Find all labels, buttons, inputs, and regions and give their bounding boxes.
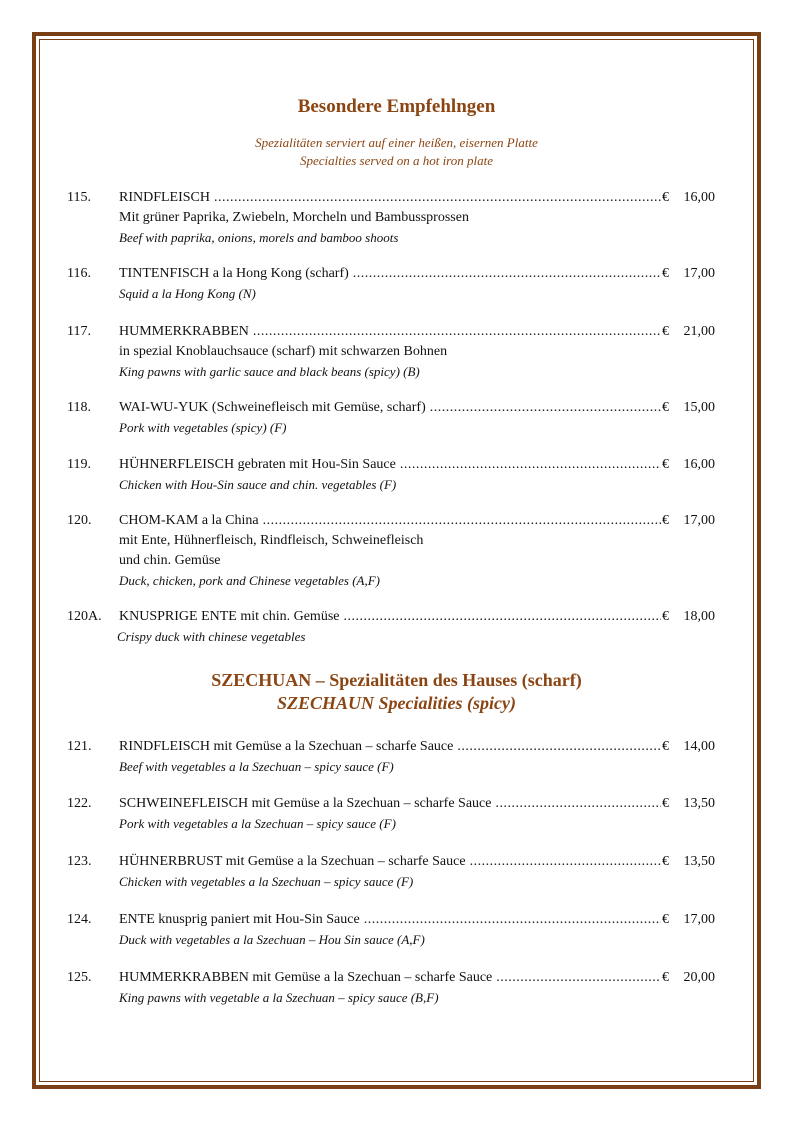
item-currency: €: [662, 739, 669, 754]
item-english: Crispy duck with chinese vegetables: [117, 629, 306, 644]
item-price: 18,00: [683, 609, 715, 624]
item-currency: €: [662, 190, 669, 205]
item-number: 122.: [67, 796, 92, 811]
item-number: 121.: [67, 739, 92, 754]
item-currency: €: [662, 912, 669, 927]
item-number: 119.: [67, 457, 91, 472]
item-price: 13,50: [683, 796, 715, 811]
item-currency: €: [662, 266, 669, 281]
item-price: 14,00: [683, 739, 715, 754]
item-price: 21,00: [683, 324, 715, 339]
item-number: 115.: [67, 190, 91, 205]
item-name: TINTENFISCH a la Hong Kong (scharf) .....: [119, 264, 661, 284]
item-english: Beef with vegetables a la Szechuan – spicy sauce (F): [119, 759, 394, 774]
item-number: 118.: [67, 400, 91, 415]
item-description: mit Ente, Hühnerfleisch, Rindfleisch, Schweinefleisch: [119, 533, 424, 548]
item-number: 124.: [67, 912, 92, 927]
item-currency: €: [662, 854, 669, 869]
item-name: HÜHNERBRUST mit Gemüse a la Szechuan – scharfe Sauce .....: [119, 852, 661, 872]
item-name: SCHWEINEFLEISCH mit Gemüse a la Szechuan – scharfe Sauce .....: [119, 794, 661, 814]
item-price: 17,00: [683, 513, 715, 528]
item-number: 120A.: [67, 609, 102, 624]
item-description: in spezial Knoblauchsauce (scharf) mit schwarzen Bohnen: [119, 344, 448, 359]
item-name: HÜHNERFLEISCH gebraten mit Hou-Sin Sauce .....: [119, 455, 661, 475]
section-subtitle-en: Specialties served on a hot iron plate: [299, 153, 494, 168]
item-english: King pawns with garlic sauce and black beans (spicy) (B): [119, 364, 420, 379]
item-price: 13,50: [683, 854, 715, 869]
item-description: und chin. Gemüse: [119, 553, 221, 568]
item-english: King pawns with vegetable a la Szechuan – spicy sauce (B,F): [119, 990, 439, 1005]
item-english: Beef with paprika, onions, morels and bamboo shoots: [119, 230, 399, 245]
item-number: 117.: [67, 324, 91, 339]
item-currency: €: [662, 513, 669, 528]
item-price: 17,00: [683, 912, 715, 927]
item-currency: €: [662, 400, 669, 415]
item-name: WAI-WU-YUK (Schweinefleisch mit Gemüse, scharf) .....: [119, 398, 661, 418]
item-english: Chicken with vegetables a la Szechuan – spicy sauce (F): [119, 874, 414, 889]
item-currency: €: [662, 324, 669, 339]
item-english: Pork with vegetables a la Szechuan – spicy sauce (F): [119, 816, 396, 831]
item-english: Squid a la Hong Kong (N): [119, 286, 256, 301]
item-currency: €: [662, 609, 669, 624]
section-title-szechuan-en: SZECHAUN Specialities (spicy): [277, 693, 516, 713]
item-price: 16,00: [683, 190, 715, 205]
item-name: HUMMERKRABBEN mit Gemüse a la Szechuan – scharfe Sauce .....: [119, 968, 661, 988]
item-description: Mit grüner Paprika, Zwiebeln, Morcheln und Bambussprossen: [119, 210, 469, 225]
item-number: 120.: [67, 513, 92, 528]
item-name: ENTE knusprig paniert mit Hou-Sin Sauce .....: [119, 910, 661, 930]
item-name: HUMMERKRABBEN .....: [119, 322, 661, 342]
item-english: Duck with vegetables a la Szechuan – Hou Sin sauce (A,F): [119, 932, 425, 947]
item-currency: €: [662, 970, 669, 985]
item-currency: €: [662, 457, 669, 472]
item-number: 125.: [67, 970, 92, 985]
item-english: Chicken with Hou-Sin sauce and chin. vegetables (F): [119, 477, 397, 492]
item-english: Pork with vegetables (spicy) (F): [119, 420, 287, 435]
item-price: 15,00: [683, 400, 715, 415]
section-title-szechuan: SZECHUAN – Spezialitäten des Hauses (scharf): [211, 670, 582, 690]
item-price: 20,00: [683, 970, 715, 985]
item-currency: €: [662, 796, 669, 811]
section-subtitle-de: Spezialitäten serviert auf einer heißen, eisernen Platte: [255, 135, 538, 150]
item-price: 16,00: [683, 457, 715, 472]
item-number: 116.: [67, 266, 91, 281]
section-title: Besondere Empfehlngen: [297, 96, 496, 117]
item-number: 123.: [67, 854, 92, 869]
item-name: KNUSPRIGE ENTE mit chin. Gemüse .....: [119, 607, 661, 627]
item-price: 17,00: [683, 266, 715, 281]
item-name: CHOM-KAM a la China .....: [119, 511, 661, 531]
item-english: Duck, chicken, pork and Chinese vegetables (A,F): [119, 573, 380, 588]
item-name: RINDFLEISCH .....: [119, 188, 661, 208]
item-name: RINDFLEISCH mit Gemüse a la Szechuan – scharfe Sauce .....: [119, 737, 661, 757]
